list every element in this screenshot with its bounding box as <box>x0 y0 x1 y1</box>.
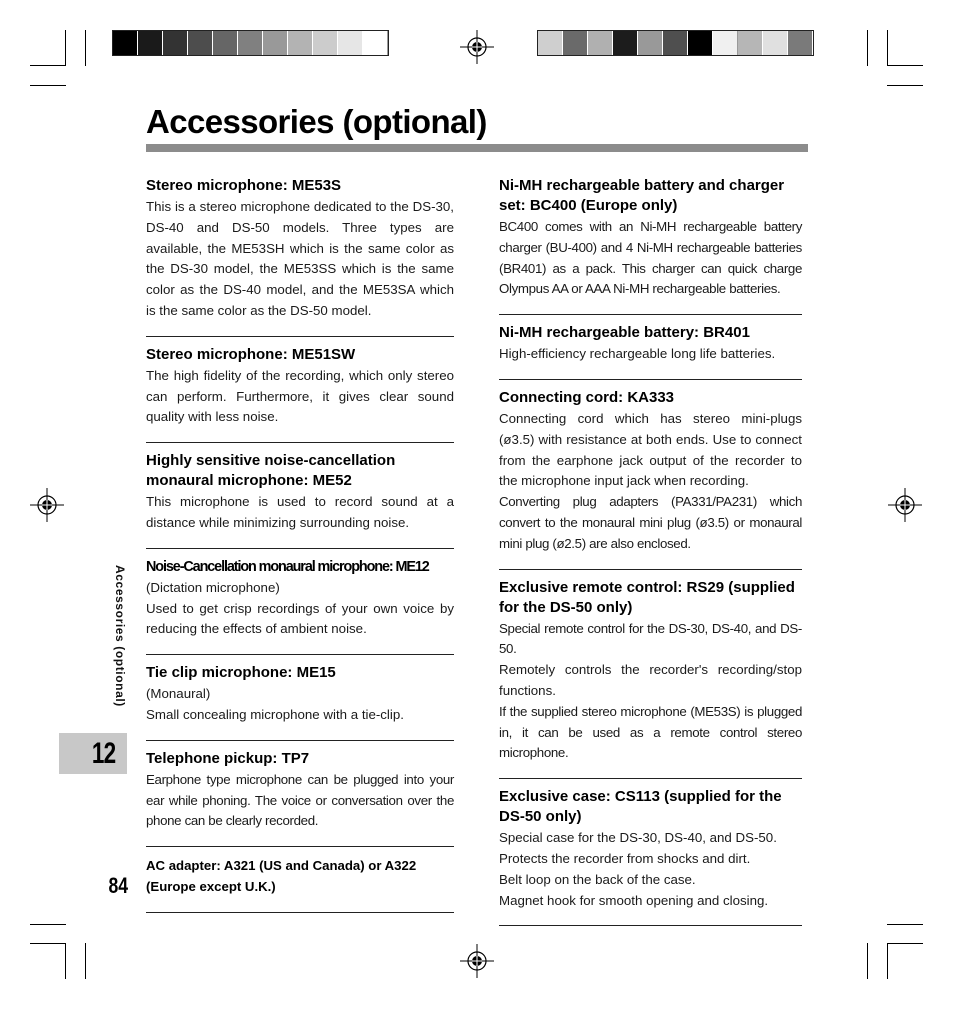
accessory-description: Special case for the DS-30, DS-40, and DS-50. <box>499 830 777 846</box>
color-swatch <box>113 31 138 55</box>
accessory-description: Special remote control for the DS-30, DS-40, and DS-50. <box>499 620 802 657</box>
accessory-heading: Stereo microphone: ME51SW <box>146 345 356 363</box>
color-swatch <box>238 31 263 55</box>
registration-mark-icon <box>460 944 494 978</box>
accessory-heading: Connecting cord: KA333 <box>499 388 675 406</box>
accessory-description: Remotely controls the recorder's recording/stop functions. <box>499 662 802 698</box>
color-swatch <box>288 31 313 55</box>
accessory-section <box>146 345 454 443</box>
color-swatch <box>613 31 638 55</box>
right-column <box>499 176 802 934</box>
accessory-heading: Noise-Cancellation monaural microphone: ME12 <box>146 558 429 575</box>
accessory-description: If the supplied stereo microphone (ME53S) is plugged in, it can be used as a remote control stereo microphone. <box>499 703 802 761</box>
color-swatch <box>263 31 288 55</box>
color-swatch <box>688 31 713 55</box>
color-swatch <box>163 31 188 55</box>
accessory-description: Connecting cord which has stereo mini-plugs (ø3.5) with resistance at both ends. Use to connect from the earphone jack output of the recorder to the microphone input jack when recording. <box>499 410 802 489</box>
accessory-section <box>146 451 454 549</box>
accessory-heading: Stereo microphone: ME53S <box>146 177 342 194</box>
left-column <box>146 176 454 921</box>
accessory-section <box>499 388 802 570</box>
section-side-label: Accessories (optional) <box>113 565 127 707</box>
color-swatch <box>738 31 763 55</box>
color-swatch <box>563 31 588 55</box>
color-swatch <box>588 31 613 55</box>
accessory-description: Earphone type microphone can be plugged into your ear while phoning. The voice or conversation over the phone can be clearly recorded. <box>146 771 454 829</box>
color-calibration-strip-left <box>112 30 389 56</box>
chapter-tab <box>59 733 127 774</box>
color-swatch <box>713 31 738 55</box>
chapter-number: 12 <box>91 736 116 770</box>
registration-mark-icon <box>460 30 494 64</box>
color-swatch <box>663 31 688 55</box>
accessory-heading: AC adapter: A321 (US and Canada) or A322 (Europe except U.K.) <box>146 858 417 895</box>
accessory-description: This is a stereo microphone dedicated to the DS-30, DS-40 and DS-50 models. Three types are available, the ME53SH which is the same color as the DS-30 model, the ME53SS which is the same color as the DS-40 model, and the ME53SA which is the same color as the DS-50 model. <box>146 199 454 318</box>
accessory-description: Used to get crisp recordings of your own voice by reducing the effects of ambient noise. <box>146 600 454 637</box>
accessory-section <box>146 855 454 913</box>
accessory-heading: Tie clip microphone: ME15 <box>146 664 336 682</box>
accessory-heading: Highly sensitive noise-cancellation monaural microphone: ME52 <box>146 452 396 490</box>
page-number: 84 <box>108 873 129 898</box>
page-title: Accessories (optional) <box>146 103 487 140</box>
accessory-heading: Exclusive case: CS113 (supplied for the DS-50 only) <box>499 788 782 826</box>
accessory-description: Magnet hook for smooth opening and closing. <box>499 892 769 908</box>
registration-mark-icon <box>888 488 922 522</box>
accessory-description: (Dictation microphone) <box>146 579 280 595</box>
title-rule <box>146 144 808 152</box>
accessory-description: (Monaural) <box>146 686 211 702</box>
accessory-heading: Ni-MH rechargeable battery and charger set: BC400 (Europe only) <box>499 177 785 214</box>
accessory-heading: Ni-MH rechargeable battery: BR401 <box>499 324 750 342</box>
color-swatch <box>138 31 163 55</box>
accessory-section <box>146 176 454 337</box>
color-swatch <box>763 31 788 55</box>
accessory-heading: Exclusive remote control: RS29 (supplied for the DS-50 only) <box>499 578 795 616</box>
color-swatch <box>788 31 813 55</box>
accessory-description: Small concealing microphone with a tie-clip. <box>146 706 404 722</box>
accessory-description: BC400 comes with an Ni-MH rechargeable battery charger (BU-400) and 4 Ni-MH rechargeable batteries (BR401) as a pack. This charger can quick charge Olympus AA or AAA Ni-MH rechargeable batteries. <box>499 219 802 297</box>
registration-mark-icon <box>30 488 64 522</box>
color-swatch <box>188 31 213 55</box>
accessory-description: High-efficiency rechargeable long life batteries. <box>499 346 776 362</box>
accessory-section <box>499 323 802 380</box>
accessory-section <box>499 176 802 315</box>
color-calibration-strip-right <box>537 30 814 56</box>
page-number-wrap <box>106 873 130 899</box>
color-swatch <box>363 31 388 55</box>
color-swatch <box>313 31 338 55</box>
accessory-description: Belt loop on the back of the case. <box>499 871 696 887</box>
accessory-section <box>146 663 454 741</box>
accessory-description: Protects the recorder from shocks and dirt. <box>499 850 751 866</box>
color-swatch <box>538 31 563 55</box>
accessory-description: Converting plug adapters (PA331/PA231) which convert to the monaural mini plug (ø3.5) or monaural mini plug (ø2.5) are also enclosed. <box>499 494 802 551</box>
color-swatch <box>338 31 363 55</box>
color-swatch <box>213 31 238 55</box>
accessory-section <box>146 557 454 655</box>
color-swatch <box>638 31 663 55</box>
accessory-description: This microphone is used to record sound at a distance while minimizing surrounding noise. <box>146 494 454 530</box>
accessory-section <box>499 787 802 926</box>
accessory-description: The high fidelity of the recording, which only stereo can perform. Furthermore, it gives clear sound quality with less noise. <box>146 367 454 425</box>
accessory-heading: Telephone pickup: TP7 <box>146 749 310 767</box>
accessory-section <box>146 749 454 847</box>
accessory-section <box>499 578 802 780</box>
